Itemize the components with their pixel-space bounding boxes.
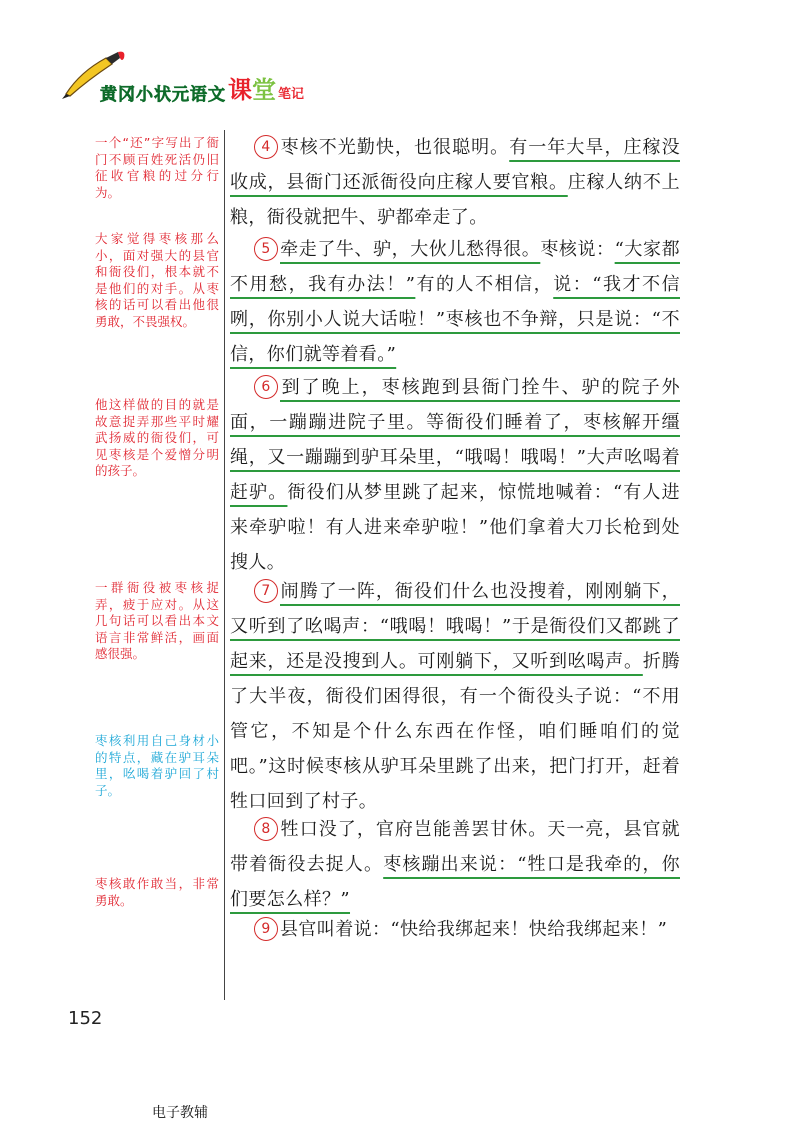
text-run: 县官叫着说：“快给我绑起来！快给我绑起来！”: [280, 919, 668, 940]
text-run: 衙役们从梦里跳了起来，惊慌地喊着：“有人进来牵驴啦！有人进来牵驴啦！”他们拿着大刀长枪到处搜人。: [230, 482, 680, 573]
paragraph-number: 9: [254, 917, 278, 941]
paragraph-number: 6: [254, 375, 278, 399]
brand-hall: 堂: [252, 76, 276, 104]
margin-note: 他这样做的目的就是故意捉弄那些平时耀武扬威的衙役们，可见枣核是个爱憎分明的孩子。: [95, 397, 219, 478]
margin-note: 大家觉得枣核那么小，面对强大的县官和衙役们，根本就不是他们的对手。从枣核的话可以看出他很勇敢，不畏强权。: [95, 231, 219, 329]
paragraph-8: [230, 812, 680, 917]
paragraph-number: 4: [254, 135, 278, 159]
text-run: 有的人不相信，: [415, 274, 554, 295]
paragraph-number: 8: [254, 817, 278, 841]
paragraph-5: [230, 232, 680, 372]
margin-note: 一群衙役被枣核捉弄，疲于应对。从这几句话可以看出本文语言非常鲜活，画面感很强。: [95, 580, 219, 661]
paragraph-7: [230, 574, 680, 819]
book-logo: [60, 50, 320, 110]
brand-notes: 笔记: [278, 87, 305, 102]
text-run: 庄稼人纳不上粮，衙役就把牛、驴都牵走了。: [230, 172, 680, 228]
underlined-text: 有一年大旱，庄稼没收成，县衙门还派衙役向庄稼人要官粮。: [230, 137, 680, 193]
brand-main: 黄冈小状元语文: [100, 85, 226, 105]
paragraph-number: 7: [254, 579, 278, 603]
underlined-text: 牵走了牛、驴，大伙儿愁得很。: [280, 239, 541, 260]
text-run: 牲口没了，官府岂能善罢甘休。天一亮，县官就带着衙役去捉人。: [230, 819, 680, 875]
text-run: 枣核说：: [540, 239, 615, 260]
page-number: 152: [68, 1008, 103, 1029]
paragraph-9: [230, 912, 680, 947]
underlined-text: 到了晚上，枣核跑到县衙门拴牛、驴的院子外面，一蹦蹦进院子里。等衙役们睡着了，枣核解开缰绳，又一蹦蹦到驴耳朵里，“哦喝！哦喝！”大声吆喝着赶驴。: [230, 377, 680, 503]
margin-note: 枣核敢作敢当，非常勇敢。: [95, 876, 219, 908]
paragraph-number: 5: [254, 237, 278, 261]
footer-label: 电子教辅: [152, 1105, 208, 1121]
text-run: 枣核不光勤快，也很聪明。: [280, 137, 510, 158]
margin-note: 枣核利用自己身材小的特点，藏在驴耳朵里，吆喝着驴回了村子。: [95, 733, 219, 798]
paragraph-4: [230, 130, 680, 235]
margin-note: 一个“还”字写出了衙门不顾百姓死活仍旧征收官粮的过分行为。: [95, 135, 219, 200]
paragraph-6: [230, 370, 680, 580]
underlined-text: “大家都不用愁，我有办法！”: [230, 239, 680, 295]
margin-divider: [224, 130, 225, 1000]
underlined-text: 闹腾了一阵，衙役们什么也没搜着，刚刚躺下，又听到了吆喝声：“哦喝！哦喝！”于是衙役们又都跳了起来，还是没搜到人。可刚躺下，又听到吆喝声。: [230, 581, 680, 672]
underlined-text: 说：“我才不信咧，你别小人说大话啦！”枣核也不争辩，只是说：“不信，你们就等着看。”: [230, 274, 680, 365]
text-run: 折腾了大半夜，衙役们困得很，有一个衙役头子说：“不用管它，不知是个什么东西在作怪，咱们睡咱们的觉吧。”这时候枣核从驴耳朵里跳了出来，把门打开，赶着牲口回到了村子。: [230, 651, 680, 812]
brand-class: 课: [228, 76, 252, 104]
underlined-text: 枣核蹦出来说：“牲口是我牵的，你们要怎么样？”: [230, 854, 680, 910]
